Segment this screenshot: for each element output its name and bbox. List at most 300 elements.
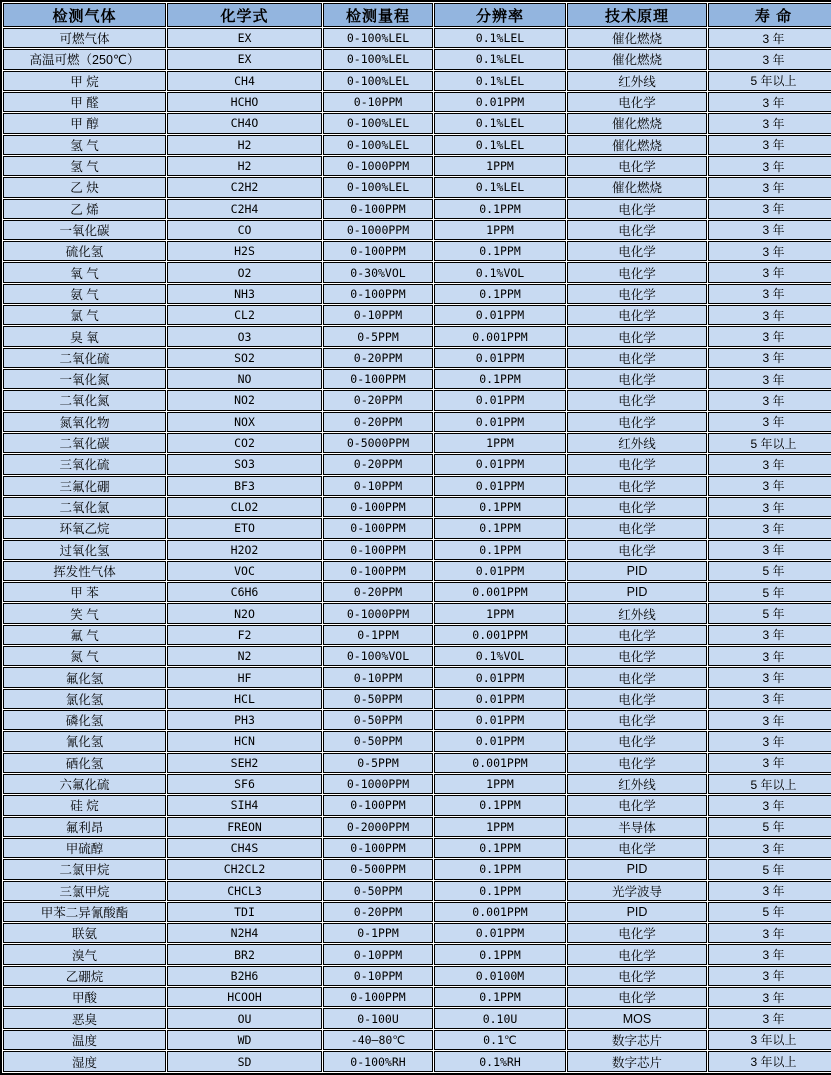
- range-cell: 0-100%LEL: [323, 71, 433, 91]
- range-cell: 0-5000PPM: [323, 433, 433, 453]
- gas-name-cell: 氯化氢: [3, 689, 166, 709]
- resolution-cell: 0.01PPM: [434, 731, 566, 751]
- resolution-cell: 1PPM: [434, 433, 566, 453]
- lifespan-cell: 3 年: [708, 92, 831, 112]
- principle-cell: 催化燃烧: [567, 49, 707, 69]
- resolution-cell: 0.01PPM: [434, 390, 566, 410]
- formula-cell: N2H4: [167, 923, 322, 943]
- resolution-cell: 0.1PPM: [434, 284, 566, 304]
- gas-name-cell: 二氧化硫: [3, 348, 166, 368]
- gas-name-cell: 温度: [3, 1030, 166, 1050]
- range-cell: 0-1PPM: [323, 625, 433, 645]
- table-row: [3, 710, 831, 730]
- resolution-cell: 0.1PPM: [434, 795, 566, 815]
- lifespan-cell: 3 年: [708, 220, 831, 240]
- table-row: [3, 71, 831, 91]
- formula-cell: CHCL3: [167, 881, 322, 901]
- resolution-cell: 0.1%LEL: [434, 177, 566, 197]
- principle-cell: 电化学: [567, 625, 707, 645]
- table-row: [3, 944, 831, 964]
- lifespan-cell: 3 年: [708, 966, 831, 986]
- range-cell: 0-100PPM: [323, 369, 433, 389]
- principle-cell: 催化燃烧: [567, 28, 707, 48]
- range-cell: 0-10PPM: [323, 944, 433, 964]
- formula-cell: EX: [167, 49, 322, 69]
- gas-name-cell: 甲酸: [3, 987, 166, 1007]
- table-row: [3, 113, 831, 133]
- formula-cell: EX: [167, 28, 322, 48]
- range-cell: 0-20PPM: [323, 454, 433, 474]
- lifespan-cell: 3 年: [708, 262, 831, 282]
- gas-name-cell: 氮氧化物: [3, 412, 166, 432]
- gas-name-cell: 二氧化氯: [3, 497, 166, 517]
- gas-name-cell: 联氨: [3, 923, 166, 943]
- formula-cell: SD: [167, 1051, 322, 1072]
- gas-name-cell: 恶臭: [3, 1008, 166, 1028]
- table-row: [3, 348, 831, 368]
- range-cell: 0-100PPM: [323, 497, 433, 517]
- table-row: [3, 241, 831, 261]
- formula-cell: H2: [167, 135, 322, 155]
- range-cell: 0-500PPM: [323, 859, 433, 879]
- table-row: [3, 923, 831, 943]
- lifespan-cell: 3 年: [708, 646, 831, 666]
- principle-cell: 电化学: [567, 390, 707, 410]
- lifespan-cell: 3 年: [708, 667, 831, 687]
- range-cell: 0-1000PPM: [323, 156, 433, 176]
- formula-cell: F2: [167, 625, 322, 645]
- table-row: [3, 540, 831, 560]
- formula-cell: SIH4: [167, 795, 322, 815]
- range-cell: 0-100PPM: [323, 561, 433, 581]
- lifespan-cell: 3 年: [708, 625, 831, 645]
- resolution-cell: 0.1PPM: [434, 881, 566, 901]
- resolution-cell: 0.1PPM: [434, 838, 566, 858]
- table-row: [3, 795, 831, 815]
- resolution-cell: 0.01PPM: [434, 348, 566, 368]
- table-row: [3, 731, 831, 751]
- range-cell: 0-20PPM: [323, 582, 433, 602]
- table-row: [3, 966, 831, 986]
- gas-name-cell: 甲硫醇: [3, 838, 166, 858]
- gas-name-cell: 过氧化氢: [3, 540, 166, 560]
- resolution-cell: 1PPM: [434, 220, 566, 240]
- resolution-cell: 0.0100M: [434, 966, 566, 986]
- resolution-cell: 0.1%LEL: [434, 71, 566, 91]
- lifespan-cell: 3 年: [708, 305, 831, 325]
- formula-cell: N2: [167, 646, 322, 666]
- lifespan-cell: 3 年: [708, 923, 831, 943]
- formula-cell: HCL: [167, 689, 322, 709]
- table-row: [3, 305, 831, 325]
- table-row: [3, 412, 831, 432]
- table-row: [3, 326, 831, 346]
- principle-cell: 电化学: [567, 241, 707, 261]
- range-cell: 0-20PPM: [323, 348, 433, 368]
- formula-cell: BR2: [167, 944, 322, 964]
- gas-name-cell: 臭 氧: [3, 326, 166, 346]
- lifespan-cell: 3 年: [708, 326, 831, 346]
- lifespan-cell: 3 年: [708, 284, 831, 304]
- principle-cell: 电化学: [567, 667, 707, 687]
- range-cell: 0-100U: [323, 1008, 433, 1028]
- resolution-cell: 1PPM: [434, 817, 566, 837]
- resolution-cell: 0.01PPM: [434, 92, 566, 112]
- lifespan-cell: 5 年: [708, 902, 831, 922]
- gas-name-cell: 氢 气: [3, 156, 166, 176]
- range-cell: 0-30%VOL: [323, 262, 433, 282]
- table-row: [3, 625, 831, 645]
- range-cell: 0-100%LEL: [323, 49, 433, 69]
- principle-cell: 电化学: [567, 262, 707, 282]
- formula-cell: C6H6: [167, 582, 322, 602]
- range-cell: 0-100PPM: [323, 540, 433, 560]
- formula-cell: N2O: [167, 603, 322, 623]
- range-cell: 0-10PPM: [323, 305, 433, 325]
- column-header-resolution: 分辨率: [434, 3, 566, 27]
- principle-cell: 电化学: [567, 518, 707, 538]
- principle-cell: 电化学: [567, 199, 707, 219]
- resolution-cell: 0.1PPM: [434, 199, 566, 219]
- principle-cell: 电化学: [567, 156, 707, 176]
- lifespan-cell: 3 年: [708, 241, 831, 261]
- formula-cell: CH4S: [167, 838, 322, 858]
- table-row: [3, 859, 831, 879]
- gas-name-cell: 氯 气: [3, 305, 166, 325]
- gas-name-cell: 三氧化硫: [3, 454, 166, 474]
- resolution-cell: 0.1PPM: [434, 540, 566, 560]
- range-cell: 0-100%LEL: [323, 135, 433, 155]
- principle-cell: MOS: [567, 1008, 707, 1028]
- formula-cell: CH4: [167, 71, 322, 91]
- gas-name-cell: 氟化氢: [3, 667, 166, 687]
- table-row: [3, 1051, 831, 1072]
- gas-name-cell: 一氧化氮: [3, 369, 166, 389]
- gas-name-cell: 三氯甲烷: [3, 881, 166, 901]
- gas-name-cell: 乙 烯: [3, 199, 166, 219]
- gas-name-cell: 氢 气: [3, 135, 166, 155]
- principle-cell: 电化学: [567, 284, 707, 304]
- range-cell: 0-10PPM: [323, 667, 433, 687]
- formula-cell: TDI: [167, 902, 322, 922]
- formula-cell: BF3: [167, 476, 322, 496]
- formula-cell: FREON: [167, 817, 322, 837]
- gas-name-cell: 二氧化碳: [3, 433, 166, 453]
- table-row: [3, 497, 831, 517]
- principle-cell: 电化学: [567, 966, 707, 986]
- range-cell: 0-20PPM: [323, 390, 433, 410]
- principle-cell: 电化学: [567, 753, 707, 773]
- principle-cell: 电化学: [567, 412, 707, 432]
- lifespan-cell: 3 年: [708, 753, 831, 773]
- lifespan-cell: 3 年: [708, 518, 831, 538]
- table-row: [3, 774, 831, 794]
- principle-cell: 光学波导: [567, 881, 707, 901]
- resolution-cell: 0.1%LEL: [434, 49, 566, 69]
- gas-name-cell: 硒化氢: [3, 753, 166, 773]
- formula-cell: SO3: [167, 454, 322, 474]
- lifespan-cell: 3 年: [708, 390, 831, 410]
- formula-cell: SO2: [167, 348, 322, 368]
- principle-cell: 电化学: [567, 838, 707, 858]
- gas-name-cell: 甲 醇: [3, 113, 166, 133]
- table-row: [3, 28, 831, 48]
- resolution-cell: 0.001PPM: [434, 582, 566, 602]
- table-row: [3, 689, 831, 709]
- resolution-cell: 0.01PPM: [434, 689, 566, 709]
- table-row: [3, 390, 831, 410]
- resolution-cell: 1PPM: [434, 774, 566, 794]
- range-cell: 0-50PPM: [323, 731, 433, 751]
- lifespan-cell: 3 年: [708, 348, 831, 368]
- resolution-cell: 0.1PPM: [434, 944, 566, 964]
- principle-cell: 电化学: [567, 326, 707, 346]
- formula-cell: SEH2: [167, 753, 322, 773]
- formula-cell: CO2: [167, 433, 322, 453]
- range-cell: 0-1000PPM: [323, 603, 433, 623]
- lifespan-cell: 3 年: [708, 49, 831, 69]
- lifespan-cell: 3 年: [708, 689, 831, 709]
- principle-cell: 红外线: [567, 71, 707, 91]
- table-row: [3, 199, 831, 219]
- range-cell: 0-100PPM: [323, 241, 433, 261]
- formula-cell: NOX: [167, 412, 322, 432]
- gas-name-cell: 甲 苯: [3, 582, 166, 602]
- column-header-gas: 检测气体: [3, 3, 166, 27]
- table-row: [3, 369, 831, 389]
- resolution-cell: 0.01PPM: [434, 923, 566, 943]
- table-row: [3, 454, 831, 474]
- range-cell: 0-100%RH: [323, 1051, 433, 1072]
- principle-cell: PID: [567, 582, 707, 602]
- table-row: [3, 284, 831, 304]
- lifespan-cell: 3 年: [708, 369, 831, 389]
- lifespan-cell: 3 年: [708, 497, 831, 517]
- gas-name-cell: 乙硼烷: [3, 966, 166, 986]
- resolution-cell: 0.1%LEL: [434, 113, 566, 133]
- range-cell: 0-2000PPM: [323, 817, 433, 837]
- gas-name-cell: 氨 气: [3, 284, 166, 304]
- range-cell: -40—80℃: [323, 1030, 433, 1050]
- principle-cell: 电化学: [567, 795, 707, 815]
- gas-name-cell: 溴气: [3, 944, 166, 964]
- lifespan-cell: 5 年以上: [708, 774, 831, 794]
- table-row: [3, 518, 831, 538]
- lifespan-cell: 5 年: [708, 603, 831, 623]
- resolution-cell: 0.001PPM: [434, 326, 566, 346]
- lifespan-cell: 3 年: [708, 199, 831, 219]
- range-cell: 0-50PPM: [323, 689, 433, 709]
- formula-cell: C2H4: [167, 199, 322, 219]
- resolution-cell: 0.1%RH: [434, 1051, 566, 1072]
- formula-cell: OU: [167, 1008, 322, 1028]
- table-row: [3, 220, 831, 240]
- range-cell: 0-100PPM: [323, 518, 433, 538]
- lifespan-cell: 3 年: [708, 1008, 831, 1028]
- range-cell: 0-100PPM: [323, 795, 433, 815]
- lifespan-cell: 3 年: [708, 838, 831, 858]
- resolution-cell: 0.1%LEL: [434, 135, 566, 155]
- gas-name-cell: 二氧化氮: [3, 390, 166, 410]
- column-header-lifespan: 寿 命: [708, 3, 831, 27]
- lifespan-cell: 5 年以上: [708, 433, 831, 453]
- gas-name-cell: 二氯甲烷: [3, 859, 166, 879]
- resolution-cell: 0.1%VOL: [434, 262, 566, 282]
- resolution-cell: 0.01PPM: [434, 454, 566, 474]
- principle-cell: 电化学: [567, 369, 707, 389]
- lifespan-cell: 3 年: [708, 28, 831, 48]
- range-cell: 0-5PPM: [323, 753, 433, 773]
- formula-cell: VOC: [167, 561, 322, 581]
- formula-cell: H2O2: [167, 540, 322, 560]
- principle-cell: PID: [567, 561, 707, 581]
- formula-cell: HCOOH: [167, 987, 322, 1007]
- range-cell: 0-100%VOL: [323, 646, 433, 666]
- table-row: [3, 1008, 831, 1028]
- formula-cell: NO: [167, 369, 322, 389]
- principle-cell: 红外线: [567, 774, 707, 794]
- column-header-range: 检测量程: [323, 3, 433, 27]
- principle-cell: 红外线: [567, 603, 707, 623]
- principle-cell: 电化学: [567, 305, 707, 325]
- range-cell: 0-1000PPM: [323, 220, 433, 240]
- resolution-cell: 0.1%VOL: [434, 646, 566, 666]
- principle-cell: 电化学: [567, 348, 707, 368]
- resolution-cell: 0.01PPM: [434, 305, 566, 325]
- principle-cell: 电化学: [567, 944, 707, 964]
- resolution-cell: 0.1PPM: [434, 241, 566, 261]
- resolution-cell: 0.10U: [434, 1008, 566, 1028]
- table-row: [3, 1030, 831, 1050]
- principle-cell: 电化学: [567, 710, 707, 730]
- range-cell: 0-50PPM: [323, 710, 433, 730]
- resolution-cell: 1PPM: [434, 156, 566, 176]
- gas-name-cell: 甲苯二异氰酸酯: [3, 902, 166, 922]
- range-cell: 0-10PPM: [323, 476, 433, 496]
- lifespan-cell: 3 年: [708, 710, 831, 730]
- principle-cell: 电化学: [567, 454, 707, 474]
- gas-name-cell: 氮 气: [3, 646, 166, 666]
- formula-cell: C2H2: [167, 177, 322, 197]
- lifespan-cell: 3 年: [708, 156, 831, 176]
- range-cell: 0-100PPM: [323, 284, 433, 304]
- column-header-principle: 技术原理: [567, 3, 707, 27]
- formula-cell: HCHO: [167, 92, 322, 112]
- table-row: [3, 476, 831, 496]
- lifespan-cell: 5 年以上: [708, 71, 831, 91]
- table-row: [3, 561, 831, 581]
- gas-name-cell: 硫化氢: [3, 241, 166, 261]
- formula-cell: H2: [167, 156, 322, 176]
- lifespan-cell: 3 年: [708, 540, 831, 560]
- table-row: [3, 433, 831, 453]
- formula-cell: HCN: [167, 731, 322, 751]
- resolution-cell: 0.1PPM: [434, 518, 566, 538]
- table-row: [3, 838, 831, 858]
- principle-cell: 电化学: [567, 987, 707, 1007]
- range-cell: 0-10PPM: [323, 92, 433, 112]
- resolution-cell: 0.1℃: [434, 1030, 566, 1050]
- formula-cell: WD: [167, 1030, 322, 1050]
- principle-cell: 数字芯片: [567, 1051, 707, 1072]
- lifespan-cell: 3 年: [708, 731, 831, 751]
- resolution-cell: 0.01PPM: [434, 476, 566, 496]
- gas-name-cell: 笑 气: [3, 603, 166, 623]
- range-cell: 0-50PPM: [323, 881, 433, 901]
- range-cell: 0-20PPM: [323, 902, 433, 922]
- lifespan-cell: 3 年: [708, 454, 831, 474]
- formula-cell: CH2CL2: [167, 859, 322, 879]
- principle-cell: 催化燃烧: [567, 135, 707, 155]
- lifespan-cell: 3 年: [708, 795, 831, 815]
- principle-cell: 红外线: [567, 433, 707, 453]
- formula-cell: O2: [167, 262, 322, 282]
- range-cell: 0-20PPM: [323, 412, 433, 432]
- principle-cell: PID: [567, 859, 707, 879]
- lifespan-cell: 3 年: [708, 113, 831, 133]
- table-row: [3, 753, 831, 773]
- table-row: [3, 881, 831, 901]
- gas-name-cell: 乙 炔: [3, 177, 166, 197]
- lifespan-cell: 5 年: [708, 582, 831, 602]
- formula-cell: ETO: [167, 518, 322, 538]
- principle-cell: 电化学: [567, 92, 707, 112]
- resolution-cell: 1PPM: [434, 603, 566, 623]
- resolution-cell: 0.1%LEL: [434, 28, 566, 48]
- resolution-cell: 0.01PPM: [434, 667, 566, 687]
- range-cell: 0-1PPM: [323, 923, 433, 943]
- lifespan-cell: 3 年: [708, 944, 831, 964]
- range-cell: 0-100PPM: [323, 199, 433, 219]
- formula-cell: PH3: [167, 710, 322, 730]
- formula-cell: SF6: [167, 774, 322, 794]
- table-row: [3, 646, 831, 666]
- header-row: [3, 3, 831, 27]
- lifespan-cell: 3 年: [708, 135, 831, 155]
- resolution-cell: 0.001PPM: [434, 625, 566, 645]
- formula-cell: CL2: [167, 305, 322, 325]
- principle-cell: 电化学: [567, 646, 707, 666]
- gas-name-cell: 氟利昂: [3, 817, 166, 837]
- formula-cell: B2H6: [167, 966, 322, 986]
- lifespan-cell: 3 年以上: [708, 1030, 831, 1050]
- resolution-cell: 0.01PPM: [434, 561, 566, 581]
- table-row: [3, 902, 831, 922]
- lifespan-cell: 3 年: [708, 476, 831, 496]
- resolution-cell: 0.1PPM: [434, 369, 566, 389]
- range-cell: 0-100%LEL: [323, 177, 433, 197]
- gas-name-cell: 一氧化碳: [3, 220, 166, 240]
- gas-name-cell: 高温可燃（250℃）: [3, 49, 166, 69]
- principle-cell: 电化学: [567, 220, 707, 240]
- gas-name-cell: 挥发性气体: [3, 561, 166, 581]
- lifespan-cell: 5 年: [708, 817, 831, 837]
- principle-cell: 电化学: [567, 731, 707, 751]
- table-row: [3, 49, 831, 69]
- principle-cell: 电化学: [567, 540, 707, 560]
- gas-name-cell: 氟 气: [3, 625, 166, 645]
- lifespan-cell: 3 年: [708, 987, 831, 1007]
- table-row: [3, 582, 831, 602]
- resolution-cell: 0.1PPM: [434, 497, 566, 517]
- range-cell: 0-100PPM: [323, 987, 433, 1007]
- formula-cell: CH4O: [167, 113, 322, 133]
- formula-cell: NH3: [167, 284, 322, 304]
- principle-cell: 电化学: [567, 923, 707, 943]
- gas-name-cell: 氧 气: [3, 262, 166, 282]
- table-row: [3, 135, 831, 155]
- table-body: [3, 28, 831, 1072]
